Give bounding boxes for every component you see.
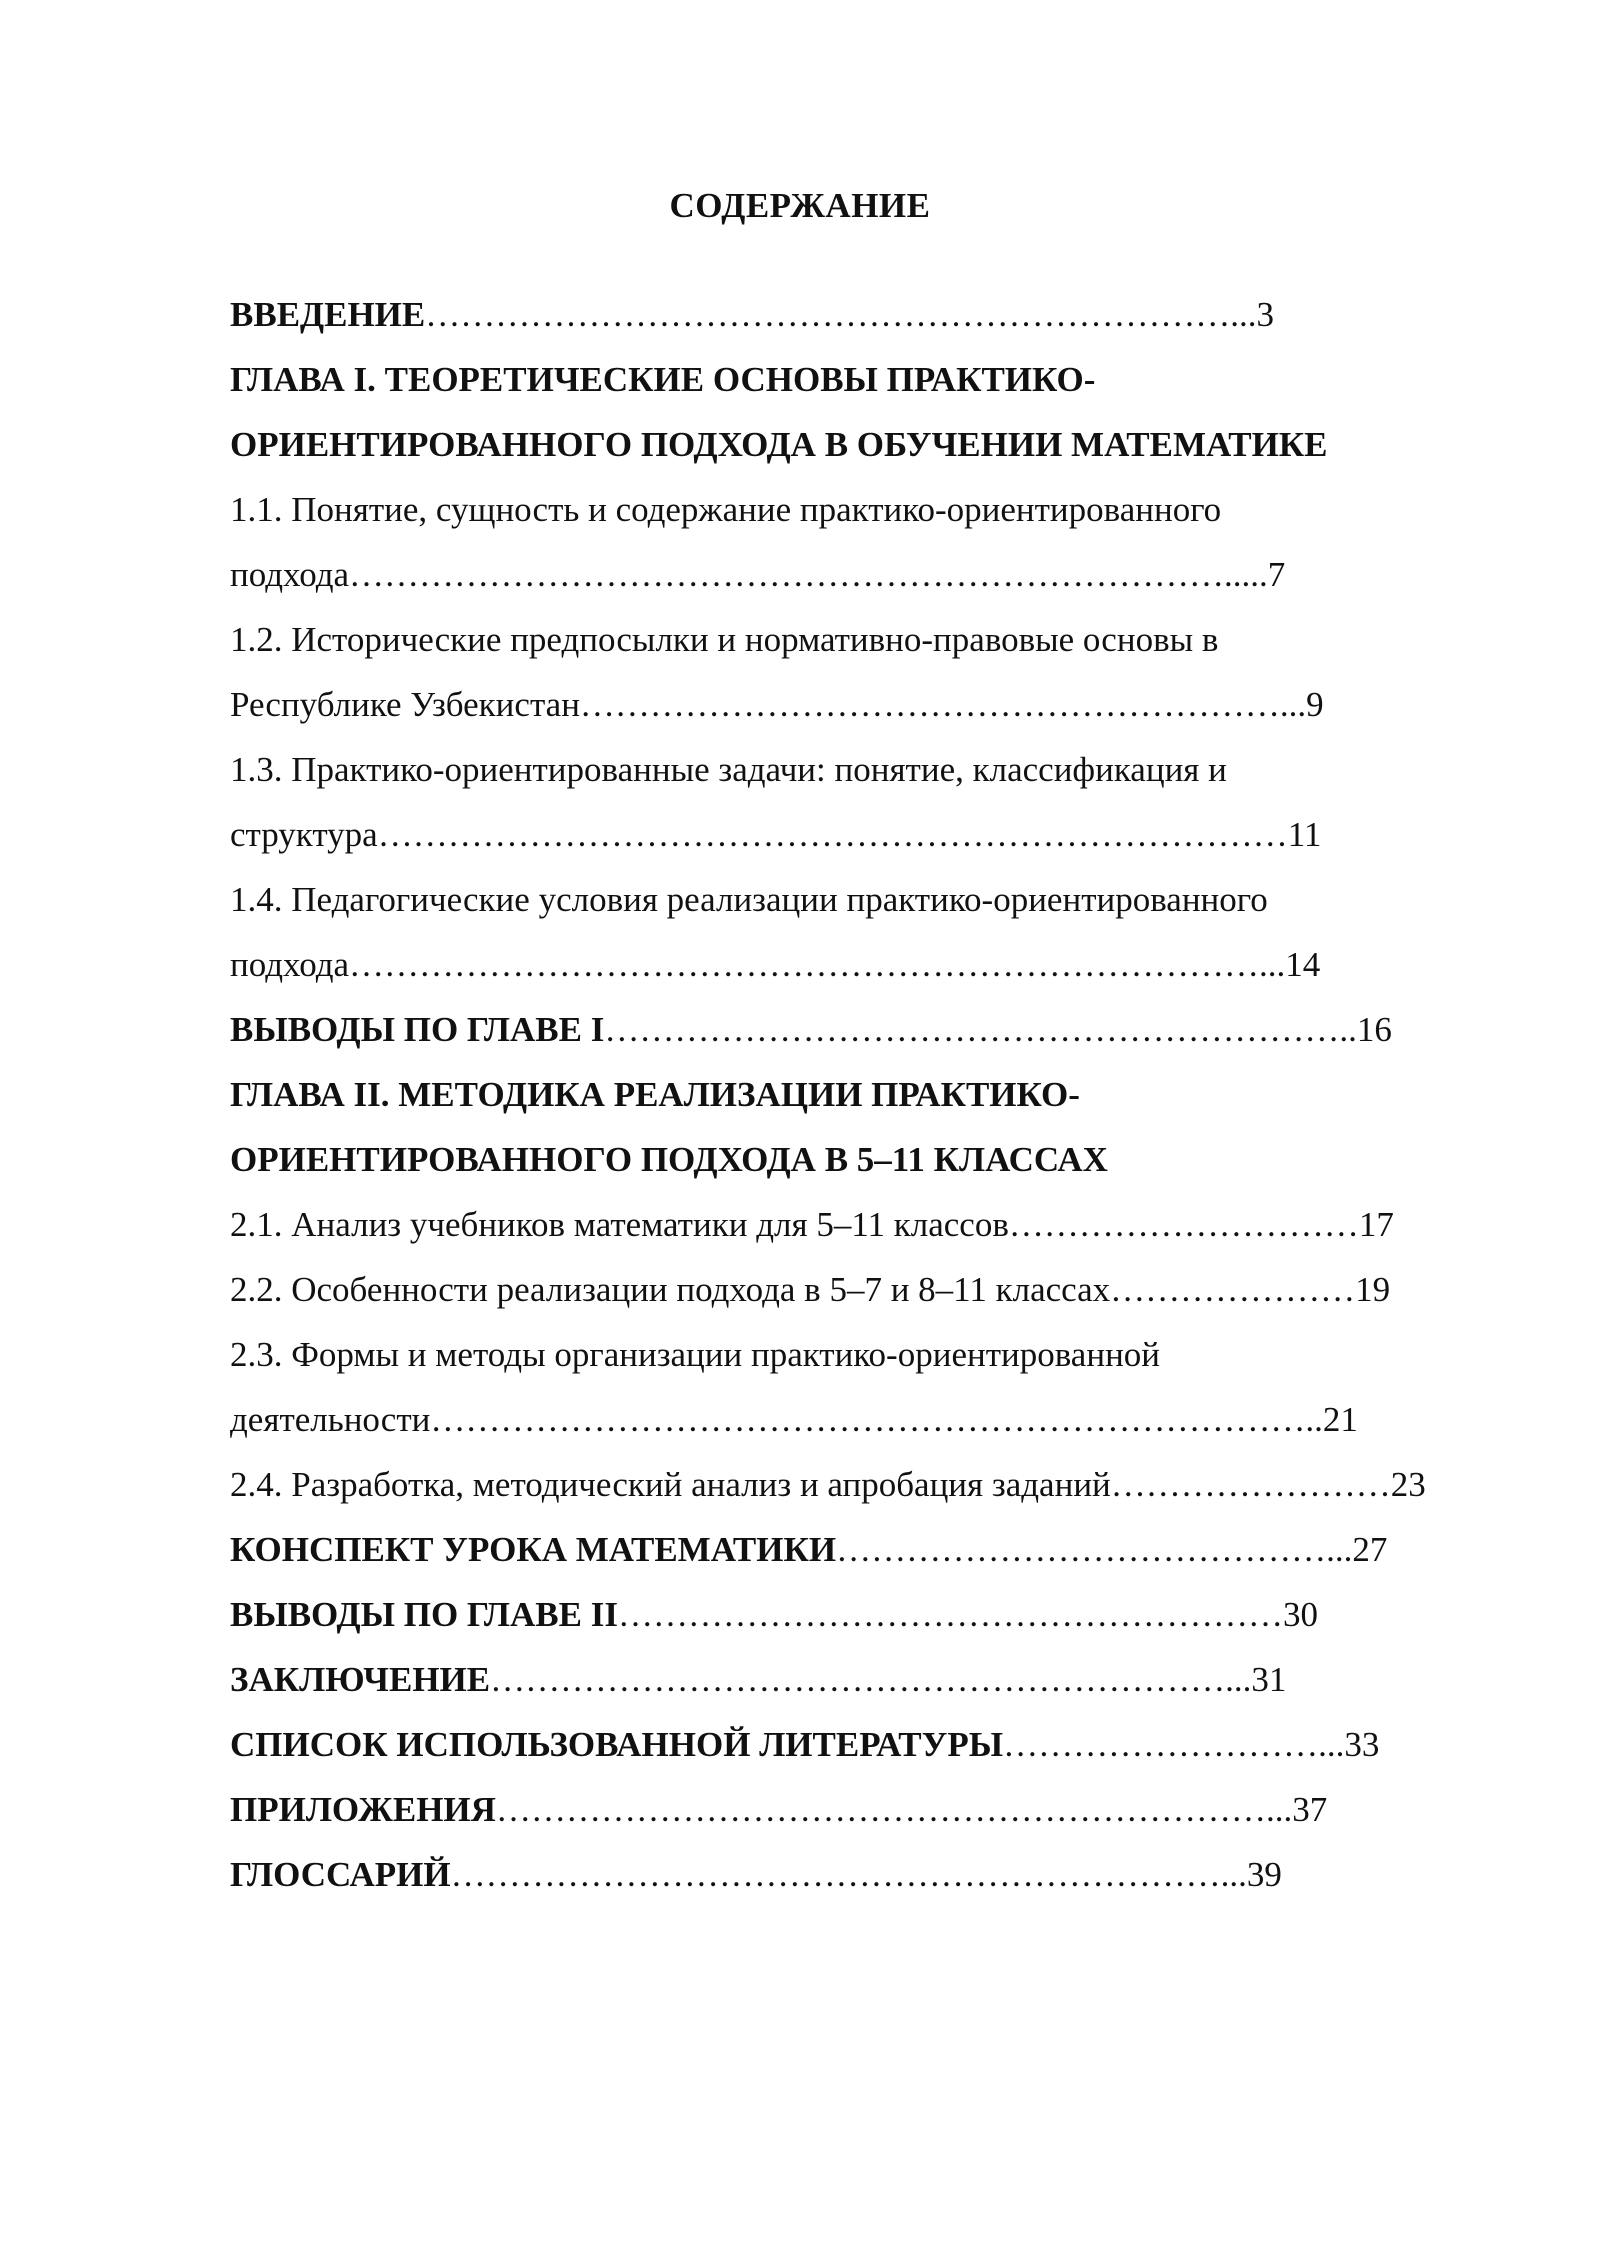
toc-text: подхода………………………………………………………………….....7 <box>230 555 1286 594</box>
toc-heading: ЗАКЛЮЧЕНИЕ <box>230 1660 491 1699</box>
toc-text: …………………………………………………30 <box>617 1595 1318 1634</box>
toc-text: …………………………………………………………...37 <box>495 1790 1328 1829</box>
toc-text: 1.2. Исторические предпосылки и нормативно-правовые основы в <box>230 620 1219 659</box>
toc-text: 1.3. Практико-ориентированные задачи: понятие, классификация и <box>230 750 1227 789</box>
toc-line-section-2-2 <box>230 1257 1520 1322</box>
toc-heading: ГЛАВА I. ТЕОРЕТИЧЕСКИЕ ОСНОВЫ ПРАКТИКО- <box>230 360 1096 399</box>
toc-text: подхода……………………………………………………………………...14 <box>230 945 1321 984</box>
toc-text: структура……………………………………………………………………11 <box>230 815 1322 854</box>
toc-line-section-1-3-cont <box>230 802 1520 867</box>
toc-line-conclusion <box>230 1647 1520 1712</box>
toc-line-section-1-3 <box>230 737 1520 802</box>
toc-heading: ВВЕДЕНИЕ <box>230 295 426 334</box>
toc-text: ……………………………………...27 <box>836 1530 1388 1569</box>
toc-heading: ВЫВОДЫ ПО ГЛАВЕ I <box>230 1010 605 1049</box>
toc-line-section-1-2 <box>230 607 1520 672</box>
toc-text: ………………………………………………………..16 <box>604 1010 1392 1049</box>
toc-line-introduction <box>230 282 1520 347</box>
toc-text: 1.1. Понятие, сущность и содержание практико-ориентированного <box>230 490 1222 529</box>
toc-text: ………………………………………………………...31 <box>490 1660 1287 1699</box>
toc-line-section-2-1 <box>230 1192 1520 1257</box>
toc-text: ………………………...33 <box>1003 1725 1380 1764</box>
toc-heading: ОРИЕНТИРОВАННОГО ПОДХОДА В ОБУЧЕНИИ МАТЕМАТИКЕ <box>230 425 1328 464</box>
toc-heading: ОРИЕНТИРОВАННОГО ПОДХОДА В 5–11 КЛАССАХ <box>230 1140 1108 1179</box>
toc-text: деятельности…………………………………………………………………..21 <box>230 1400 1358 1439</box>
toc-heading: ГЛОССАРИЙ <box>230 1855 451 1894</box>
toc-line-section-2-3-cont <box>230 1387 1520 1452</box>
toc-line-references <box>230 1712 1520 1777</box>
toc-line-section-1-1 <box>230 477 1520 542</box>
toc-line-chapter-1-title <box>230 347 1520 412</box>
table-of-contents <box>230 282 1520 1907</box>
toc-text: 2.2. Особенности реализации подхода в 5–7 и 8–11 классах…………………19 <box>230 1270 1391 1309</box>
toc-text: Республике Узбекистан……………………………………………………...9 <box>230 685 1324 724</box>
toc-line-chapter-1-title-cont <box>230 412 1520 477</box>
toc-heading: КОНСПЕКТ УРОКА МАТЕМАТИКИ <box>230 1530 837 1569</box>
toc-line-lesson-plan <box>230 1517 1520 1582</box>
toc-text: 1.4. Педагогические условия реализации практико-ориентированного <box>230 880 1268 919</box>
page-title: СОДЕРЖАНИЕ <box>669 186 931 225</box>
toc-line-chapter-2-title-cont <box>230 1127 1520 1192</box>
toc-heading: ВЫВОДЫ ПО ГЛАВЕ II <box>230 1595 618 1634</box>
toc-line-glossary <box>230 1842 1520 1907</box>
toc-text: 2.4. Разработка, методический анализ и апробация заданий……………………23 <box>230 1465 1426 1504</box>
toc-line-conclusions-chapter-1 <box>230 997 1520 1062</box>
toc-line-section-2-4 <box>230 1452 1520 1517</box>
toc-line-conclusions-chapter-2 <box>230 1582 1520 1647</box>
toc-line-section-1-1-cont <box>230 542 1520 607</box>
toc-text: 2.1. Анализ учебников математики для 5–11 классов…………………………17 <box>230 1205 1394 1244</box>
toc-heading: ПРИЛОЖЕНИЯ <box>230 1790 496 1829</box>
toc-line-section-2-3 <box>230 1322 1520 1387</box>
toc-line-appendices <box>230 1777 1520 1842</box>
toc-heading: ГЛАВА II. МЕТОДИКА РЕАЛИЗАЦИИ ПРАКТИКО- <box>230 1075 1080 1114</box>
toc-heading: СПИСОК ИСПОЛЬЗОВАННОЙ ЛИТЕРАТУРЫ <box>230 1725 1004 1764</box>
toc-line-section-1-2-cont <box>230 672 1520 737</box>
toc-text: 2.3. Формы и методы организации практико-ориентированной <box>230 1335 1161 1374</box>
toc-text: …………………………………………………………...39 <box>450 1855 1282 1894</box>
toc-line-section-1-4-cont <box>230 932 1520 997</box>
toc-line-chapter-2-title <box>230 1062 1520 1127</box>
toc-line-section-1-4 <box>230 867 1520 932</box>
toc-text: ……………………………………………………………...3 <box>425 295 1275 334</box>
